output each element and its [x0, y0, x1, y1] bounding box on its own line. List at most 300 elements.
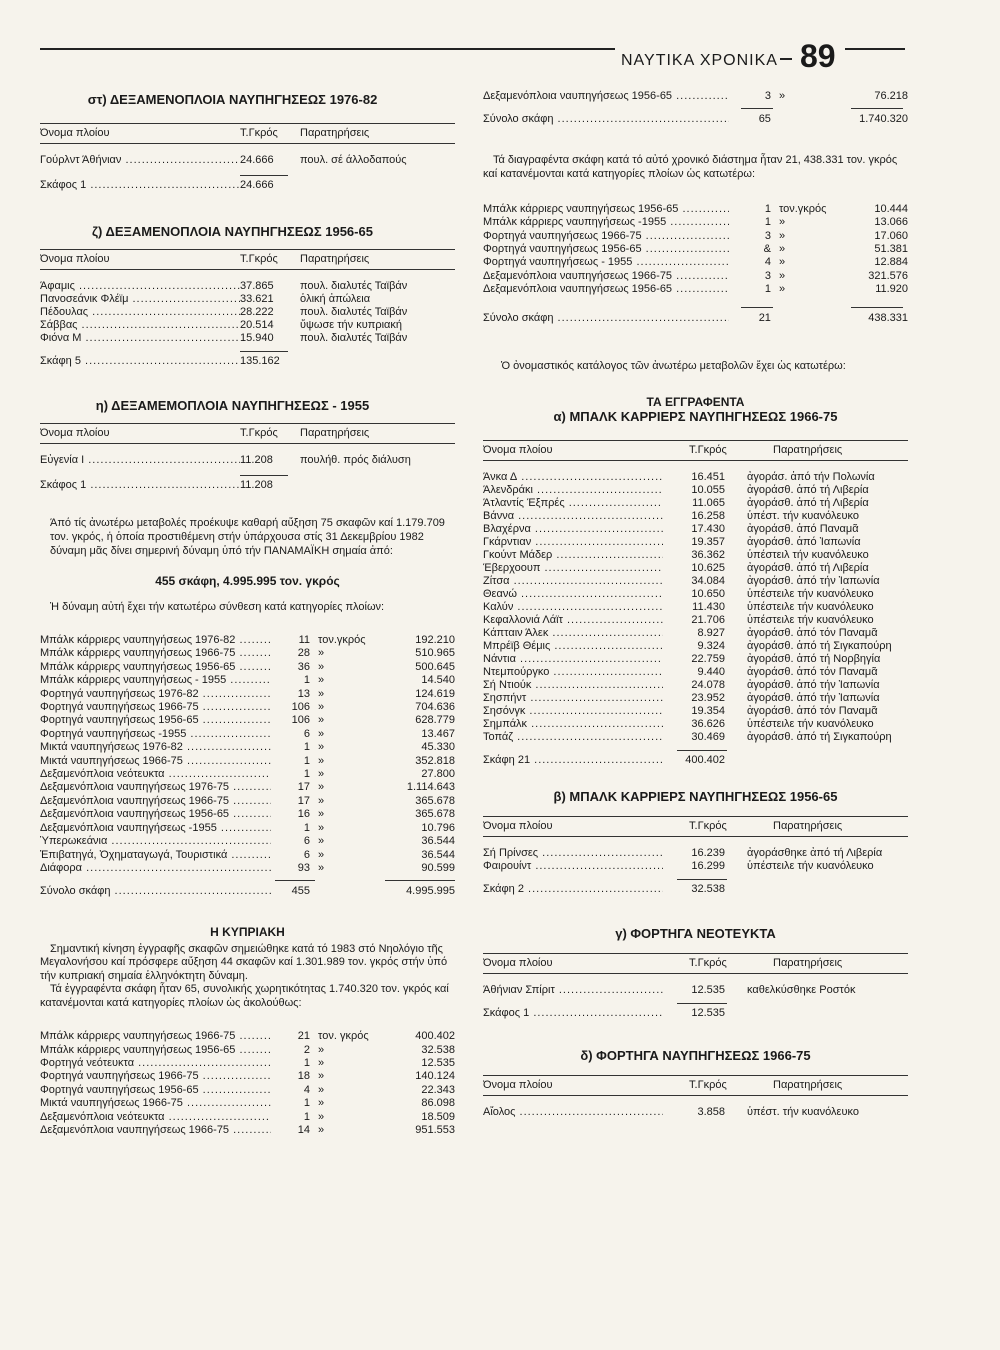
category: Δεξαμενόπλοια ναυπηγήσεως 1966-75 ..... [40, 795, 271, 808]
table-row [483, 588, 908, 601]
ship-name: Άφαμις ..... [40, 280, 240, 293]
unit: » [318, 660, 325, 673]
paragraph-catalogue: Ὁ ὀνομαστικός κατάλογος τῶν ἀνωτέρω μεταβολῶν ἔχει ὡς κατωτέρω: [501, 360, 846, 373]
unit: » [778, 90, 786, 102]
table-row [483, 216, 908, 229]
table-row [40, 728, 455, 741]
ship-ton: 36.626 [691, 718, 725, 731]
section-h [40, 398, 455, 492]
ship-ton: 11.208 [240, 454, 273, 466]
ship-rem: πουλ. διαλυτές Ταϊβάν [300, 332, 408, 344]
table-row [483, 984, 908, 997]
table-row [40, 862, 455, 875]
ship-name: Ζίτσα ..... [483, 575, 663, 588]
tonnage: 90.599 [421, 861, 455, 874]
total-label: Σύνολο σκάφη ..... [483, 113, 729, 126]
total-row [40, 479, 455, 492]
ship-ton: 28.222 [240, 306, 274, 318]
ship-name: Τοπάζ ..... [483, 731, 663, 744]
ship-ton: 24.666 [240, 154, 274, 166]
ship-rem: ὑπέστειλε τήν κυανόλευκο [747, 601, 874, 614]
table-row [40, 674, 455, 687]
table-row [40, 634, 455, 647]
count: 1 [303, 1097, 311, 1110]
ship-name: Γκάρντιαν ..... [483, 536, 663, 549]
ship-name: Έβερχοουπ ..... [483, 562, 663, 575]
category: Μπάλκ κάρριερς ναυπηγήσεως - 1955 ..... [40, 674, 271, 687]
count: 1 [303, 674, 311, 687]
table-row [483, 471, 908, 484]
total-ton: 12.535 [691, 1007, 725, 1020]
sum-rule [483, 1003, 908, 1004]
count: 16 [297, 808, 311, 821]
tonnage: 45.330 [421, 741, 455, 754]
count: 1 [303, 821, 311, 834]
count: & [763, 243, 771, 256]
left-column [40, 92, 455, 1137]
unit: τον. γκρός [318, 1030, 369, 1043]
table-row [40, 1097, 455, 1110]
category: Φορτηγά ναυπηγήσεως 1956-65 ..... [483, 243, 729, 256]
ship-rem: πουλήθ. πρός διάλυση [300, 454, 411, 466]
count: 3 [764, 229, 771, 242]
ship-name: Κεφαλλονιά Λάϊτ ..... [483, 614, 663, 627]
ship-ton: 36.362 [691, 549, 725, 562]
col-ton: Τ.Γκρός [240, 127, 278, 139]
count: 21 [297, 1030, 311, 1043]
table-row [40, 661, 455, 674]
ship-rem: ἀγοράσθηκε ἀπό τή Λιβερία [747, 847, 883, 860]
count: 6 [303, 835, 311, 848]
table-row [483, 860, 908, 873]
unit: » [318, 808, 325, 821]
ship-rem: καθελκύσθηκε Ροστόκ [747, 984, 856, 997]
ship-name: Εὐγενία Ι ..... [40, 454, 240, 467]
ship-ton: 34.084 [691, 575, 725, 588]
total-ton: 1.740.320 [859, 113, 909, 126]
category: Δεξαμενόπλοια ναυπηγήσεως 1966-75 ..... [483, 270, 729, 283]
section-title: γ) ΦΟΡΤΗΓΑ ΝΕΟΤΕΥΚΤΑ [615, 926, 776, 942]
ship-ton: 3.858 [697, 1106, 725, 1119]
ship-rem: ὁλική ἀπώλεια [300, 293, 371, 305]
table-row [40, 332, 455, 345]
ship-name: Σησόνγκ ..... [483, 705, 663, 718]
category: Διάφορα ..... [40, 862, 271, 875]
table-row [483, 731, 908, 744]
category: Δεξαμενόπλοια νεότευκτα ..... [40, 1111, 271, 1124]
paragraph-composition: Ἡ δύναμη αὐτή ἔχει τήν κατωτέρω σύνθεση κατά κατηγορίες πλοίων: [50, 601, 385, 613]
category: Φορτηγά ναυπηγήσεως 1956-65 ..... [40, 1084, 271, 1097]
ship-name: Φαιρουίντ ..... [483, 860, 663, 873]
total-row [40, 355, 455, 368]
ship-ton: 17.430 [691, 523, 725, 536]
sum-rule [483, 750, 908, 751]
registered-title: ΤΑ ΕΓΓΡΑΦΕΝΤΑ [646, 395, 745, 410]
ship-ton: 15.940 [240, 332, 274, 344]
tonnage: 10.796 [421, 821, 455, 834]
table-row [483, 562, 908, 575]
table-row [40, 306, 455, 319]
table-row [483, 283, 908, 296]
total-ton: 4.995.995 [406, 885, 455, 898]
count: 1 [303, 741, 311, 754]
table-row [483, 256, 908, 269]
ship-rem: ἀγοράσθ. ἀπό τή Σιγκαπούρη [747, 640, 892, 653]
total-row [483, 1007, 908, 1020]
category: Φορτηγά ναυπηγήσεως 1966-75 ..... [483, 230, 729, 243]
table-row [483, 718, 908, 731]
table-row [40, 1057, 455, 1070]
table-row [40, 849, 455, 862]
category: Φορτηγά ναυπηγήσεως - 1955 ..... [483, 256, 729, 269]
table-row [483, 484, 908, 497]
table-row [483, 549, 908, 562]
total-label: Σκάφη 2 ..... [483, 883, 663, 896]
ship-rem: ὑπέστ. τήν κυανόλευκο [747, 510, 859, 523]
table-row [483, 653, 908, 666]
count: 1 [303, 1110, 311, 1123]
table-row [483, 705, 908, 718]
tonnage: 365.678 [415, 794, 455, 807]
tonnage: 51.381 [874, 243, 909, 256]
category: Μπάλκ κάρριερς ναυπηγήσεως 1956-65 ..... [483, 203, 729, 216]
tonnage: 400.402 [415, 1030, 455, 1043]
count: 14 [297, 1124, 311, 1137]
ship-name: Νάντια ..... [483, 653, 663, 666]
total-count: 455 [291, 885, 311, 898]
table-header [40, 423, 455, 444]
tonnage: 140.124 [415, 1070, 455, 1083]
table-row [40, 781, 455, 794]
sum-rule [240, 175, 288, 176]
unit: » [318, 768, 325, 781]
table-row [40, 293, 455, 306]
unit: » [318, 714, 325, 727]
count: 28 [297, 647, 311, 660]
ship-ton: 11.430 [692, 601, 725, 614]
cyprus-table [40, 1030, 455, 1137]
col-rem: Παρατηρήσεις [300, 253, 370, 265]
unit: » [318, 687, 325, 700]
tonnage: 17.060 [874, 229, 909, 242]
total-row [483, 312, 908, 325]
cyprus-paragraph-2: Τά ἐγγραφέντα σκάφη ἦταν 65, συνολικής χωρητικότητας 1.740.320 τον. γκρός καί κατανέμονται κατά κατηγορίες πλοίων ὡς ἀκολούθως: [40, 983, 449, 1009]
count: 3 [764, 90, 771, 102]
section-title: β) ΜΠΑΛΚ ΚΑΡΡΙΕΡΣ ΝΑΥΠΗΓΗΣΕΩΣ 1956-65 [553, 789, 838, 805]
count: 4 [764, 256, 771, 269]
tonnage: 36.544 [421, 848, 455, 861]
table-row [40, 454, 455, 467]
ship-rem: ἀγοράσ. ἀπό τήν Πολωνία [747, 471, 875, 484]
count: 1 [764, 202, 771, 215]
total-label: Σκάφος 1 ..... [40, 479, 240, 492]
table-row [40, 755, 455, 768]
col-name: Όνομα πλοίου [40, 127, 110, 139]
category: Φορτηγά ναυπηγήσεως 1976-82 ..... [40, 688, 271, 701]
category: Δεξαμενόπλοια ναυπηγήσεως 1966-75 ..... [40, 1124, 271, 1137]
col-name: Όνομα πλοίου [40, 253, 110, 265]
col-ton: Τ.Γκρός [689, 444, 727, 457]
total-ton: 32.538 [691, 883, 725, 896]
right-column [483, 90, 908, 1119]
tonnage: 13.467 [421, 727, 455, 740]
header-rule-mid [780, 58, 792, 60]
tonnage: 14.540 [421, 674, 455, 687]
count: 1 [764, 283, 771, 296]
cyprus-paragraph-1: Σημαντική κίνηση ἐγγραφῆς σκαφῶν σημειώθηκε κατά τό 1983 στό Νηολόγιο τῆς Μεγαλονήσου καί πρόσφερε αὔξηση 44 σκαφῶν καί 1.301.989 τον. γκρός στήν ὑπό τήν κυπριακή σημαία ἑλληνόκτητη δύναμη. [40, 942, 448, 982]
unit: » [318, 754, 325, 767]
ship-rem: ὑπέστειλε τήν κυανόλευκο [747, 614, 874, 627]
count: 93 [297, 861, 311, 874]
unit: » [318, 1043, 325, 1056]
table-row [483, 1106, 908, 1119]
table-row [40, 154, 455, 167]
tonnage: 365.678 [415, 808, 455, 821]
ship-rem: ὑπέστειλε τήν κυανόλευκο [747, 860, 874, 873]
table-row [483, 90, 908, 103]
category: Φορτηγά ναυπηγήσεως 1966-75 ..... [40, 701, 271, 714]
total-row [483, 113, 908, 126]
tonnage: 13.066 [874, 216, 909, 229]
tonnage: 321.576 [868, 269, 909, 282]
total-count: 21 [758, 311, 771, 324]
unit: » [318, 835, 325, 848]
ship-name: Άτλαντίς Έξπρές ..... [483, 497, 663, 510]
section-c [483, 926, 908, 1020]
ship-rem: ὑπέστειλε τήν κυανόλευκο [747, 588, 874, 601]
category: Δεξαμενόπλοια ναυπηγήσεως 1976-75 ..... [40, 781, 271, 794]
ship-ton: 19.357 [691, 536, 725, 549]
total-label: Σκάφη 5 ..... [40, 355, 240, 368]
deleted-table [483, 203, 908, 325]
count: 3 [764, 269, 771, 282]
section-title: η) ΔΕΞΑΜΕΜΟΠΛΟΙΑ ΝΑΥΠΗΓΗΣΕΩΣ - 1955 [95, 398, 370, 413]
table-row [40, 1084, 455, 1097]
ship-name: Σημπάλκ ..... [483, 718, 663, 731]
table-row [483, 270, 908, 283]
ship-ton: 16.258 [691, 510, 725, 523]
ship-rem: ἀγοράσθ. ἀπό τόν Παναμᾶ [747, 666, 878, 679]
ship-rem: πουλ. διαλυτές Ταϊβάν [300, 280, 408, 292]
ship-name: Αἴολος ..... [483, 1106, 663, 1119]
tonnage: 18.509 [421, 1110, 455, 1123]
unit: » [318, 1097, 325, 1110]
sum-rule [240, 475, 288, 476]
category: Μπάλκ κάρριερς ναυπηγήσεως 1956-65 ..... [40, 1044, 271, 1057]
col-ton: Τ.Γκρός [240, 253, 278, 265]
col-name: Όνομα πλοίου [40, 427, 110, 439]
total-label: Σύνολο σκάφη ..... [483, 312, 729, 325]
table-row [483, 523, 908, 536]
total-label: Σύνολο σκάφη ..... [40, 885, 271, 898]
table-row [483, 536, 908, 549]
tonnage: 36.544 [421, 835, 455, 848]
table-row [40, 1124, 455, 1137]
count: 1 [764, 216, 771, 229]
table-row [483, 510, 908, 523]
sum-rule [240, 351, 288, 352]
category: Ὑπερωκεάνια ..... [40, 835, 271, 848]
tonnage: 510.965 [415, 647, 455, 660]
col-rem: Παρατηρήσεις [773, 820, 843, 833]
table-row [483, 575, 908, 588]
table-row [483, 497, 908, 510]
unit: » [318, 647, 325, 660]
table-row [40, 835, 455, 848]
tonnage: 352.818 [415, 754, 455, 767]
unit: » [318, 741, 325, 754]
tonnage: 628.779 [415, 714, 455, 727]
table-row [40, 822, 455, 835]
ship-rem: πουλ. διαλυτές Ταϊβάν [300, 306, 408, 318]
tonnage: 951.553 [415, 1124, 455, 1137]
total-ton: 11.208 [240, 479, 273, 491]
tonnage: 22.343 [421, 1083, 455, 1096]
category: Φορτηγά ναυπηγήσεως -1955 ..... [40, 728, 271, 741]
unit: » [318, 1124, 325, 1137]
section-b [483, 789, 908, 896]
col-ton: Τ.Γκρός [689, 820, 727, 833]
count: 18 [297, 1070, 311, 1083]
ship-ton: 8.927 [697, 627, 725, 640]
ship-rem: ἀγοράσθ. ἀπό τόν Παναμᾶ [747, 627, 878, 640]
table-header [483, 440, 908, 461]
total-row [483, 754, 908, 767]
header-rule-left [40, 48, 615, 50]
unit: » [778, 243, 786, 256]
ship-name: Άλενδράκι ..... [483, 484, 663, 497]
tonnage: 124.619 [415, 687, 455, 700]
ship-name: Γκούντ Μάδερ ..... [483, 549, 663, 562]
table-row [40, 808, 455, 821]
table-row [483, 692, 908, 705]
category: Φορτηγά νεότευκτα ..... [40, 1057, 271, 1070]
unit: » [318, 861, 325, 874]
ship-ton: 19.354 [691, 705, 725, 718]
count: 106 [291, 701, 311, 714]
table-row [40, 701, 455, 714]
col-ton: Τ.Γκρός [240, 427, 278, 439]
ship-rem: ἀγοράσθ. ἀπό τόν Παναμᾶ [747, 705, 878, 718]
category: Μπάλκ κάρριερς ναυπηγήσεως 1956-65 ..... [40, 661, 271, 674]
ship-ton: 21.706 [691, 614, 725, 627]
total-label: Σκάφη 21 ..... [483, 754, 663, 767]
tonnage: 32.538 [421, 1043, 455, 1056]
sum-rule [483, 879, 908, 880]
tonnage: 1.114.643 [406, 781, 455, 794]
col-name: Όνομα πλοίου [483, 444, 553, 457]
ship-ton: 24.078 [691, 679, 725, 692]
ship-ton: 16.239 [691, 847, 725, 860]
count: 17 [297, 781, 311, 794]
ship-rem: ἀγοράσθ. ἀπό τήν Ἰαπωνία [747, 679, 880, 692]
ship-rem: ὑπέστειλε τήν κυανόλευκο [747, 718, 874, 731]
ship-name: Άθήνιαν Σπίριτ ..... [483, 984, 663, 997]
count: 1 [303, 754, 311, 767]
ship-ton: 37.865 [240, 280, 274, 292]
total-row [40, 885, 455, 898]
ship-name: Πέδουλας ..... [40, 306, 240, 319]
ship-ton: 10.650 [691, 588, 725, 601]
total-row [483, 883, 908, 896]
ship-name: Βλαχέρνα ..... [483, 523, 663, 536]
table-row [40, 795, 455, 808]
tonnage: 192.210 [415, 634, 455, 646]
ship-rem: ἀγοράσθ. ἀπό τή Λιβερία [747, 562, 869, 575]
table-row [40, 1030, 455, 1043]
ship-name: Άνκα Δ ..... [483, 471, 663, 484]
ship-name: Πανοσεάνικ Φλέϊμ ..... [40, 293, 240, 306]
tonnage: 11.920 [875, 283, 909, 296]
sum-rules [483, 307, 908, 308]
ship-ton: 16.299 [691, 860, 725, 873]
ship-name: Γούρλντ Άθήνιαν ..... [40, 154, 240, 167]
unit: » [318, 1070, 325, 1083]
total-ton: 438.331 [868, 311, 909, 324]
table-row [483, 601, 908, 614]
table-header [40, 123, 455, 144]
col-name: Όνομα πλοίου [483, 820, 553, 833]
table-row [483, 627, 908, 640]
count: 6 [303, 848, 311, 861]
unit: » [778, 229, 786, 242]
category: Δεξαμενόπλοια ναυπηγήσεως 1956-65 ..... [40, 808, 271, 821]
category: Δεξαμενόπλοια νεότευκτα ..... [40, 768, 271, 781]
category: Μικτά ναυπηγήσεως 1976-82 ..... [40, 741, 271, 754]
count: 106 [291, 714, 311, 727]
unit: » [318, 1083, 325, 1096]
ship-rem: ἀγοράσθ. ἀπό Ἰαπωνία [747, 536, 861, 549]
header-title: ΝΑΥΤΙΚΑ ΧΡΟΝΙΚΑ [621, 52, 778, 69]
ship-rem: πουλ. σέ άλλοδαπούς [300, 154, 407, 166]
table-row [483, 203, 908, 216]
table-row [40, 647, 455, 660]
ship-rem: ἀγοράσθ. ἀπό τή Σιγκαπούρη [747, 731, 892, 744]
ship-ton: 11.065 [692, 497, 725, 510]
total-label: Σκάφος 1 ..... [483, 1007, 663, 1020]
section-title: δ) ΦΟΡΤΗΓΑ ΝΑΥΠΗΓΗΣΕΩΣ 1966-75 [580, 1048, 811, 1064]
section-st [40, 92, 455, 192]
table-row [40, 768, 455, 781]
ship-ton: 33.621 [240, 293, 274, 305]
total-fleet-bold: 455 σκάφη, 4.995.995 τον. γκρός [155, 574, 340, 588]
col-ton: Τ.Γκρός [689, 957, 727, 970]
sum-rules [483, 108, 908, 109]
ship-ton: 20.514 [240, 319, 274, 331]
table-row [40, 1044, 455, 1057]
total-ton: 400.402 [685, 754, 725, 767]
unit: » [318, 821, 325, 834]
unit: » [778, 216, 786, 229]
ship-name: Κάπταιν Άλεκ ..... [483, 627, 663, 640]
section-title: ζ) ΔΕΞΑΜΕΝΟΠΛΟΙΑ ΝΑΥΠΗΓΗΣΕΩΣ 1956-65 [92, 224, 373, 239]
col-rem: Παρατηρήσεις [300, 127, 370, 139]
paragraph-increase: Άπό τίς ἀνωτέρω μεταβολές προέκυψε καθαρή αὔξηση 75 σκαφῶν καί 1.179.709 τον. γκρός, ἡ ὁποία προστιθέμενη στήν ὑπάρχουσα στίς 31 Δεκεμβρίου 1982 δύναμη μᾶς δίνει σημερινή δύναμη ὑπό τήν ΠΑΝΑΜΑΪΚΗ σημαία ἀπό: [50, 517, 445, 557]
col-rem: Παρατηρήσεις [300, 427, 370, 439]
unit: » [318, 727, 325, 740]
ship-ton: 12.535 [691, 984, 725, 997]
count: 1 [303, 768, 311, 781]
count: 36 [297, 660, 311, 673]
unit: » [778, 256, 786, 269]
ship-rem: ὑπέστειλ τήν κυανόλευκο [747, 549, 869, 562]
table-row [40, 688, 455, 701]
unit: » [778, 283, 786, 296]
ship-rem: ὑπέστ. τήν κυανόλευκο [747, 1106, 859, 1119]
table-row [483, 640, 908, 653]
col-name: Όνομα πλοίου [483, 1079, 553, 1092]
ship-ton: 22.759 [691, 653, 725, 666]
